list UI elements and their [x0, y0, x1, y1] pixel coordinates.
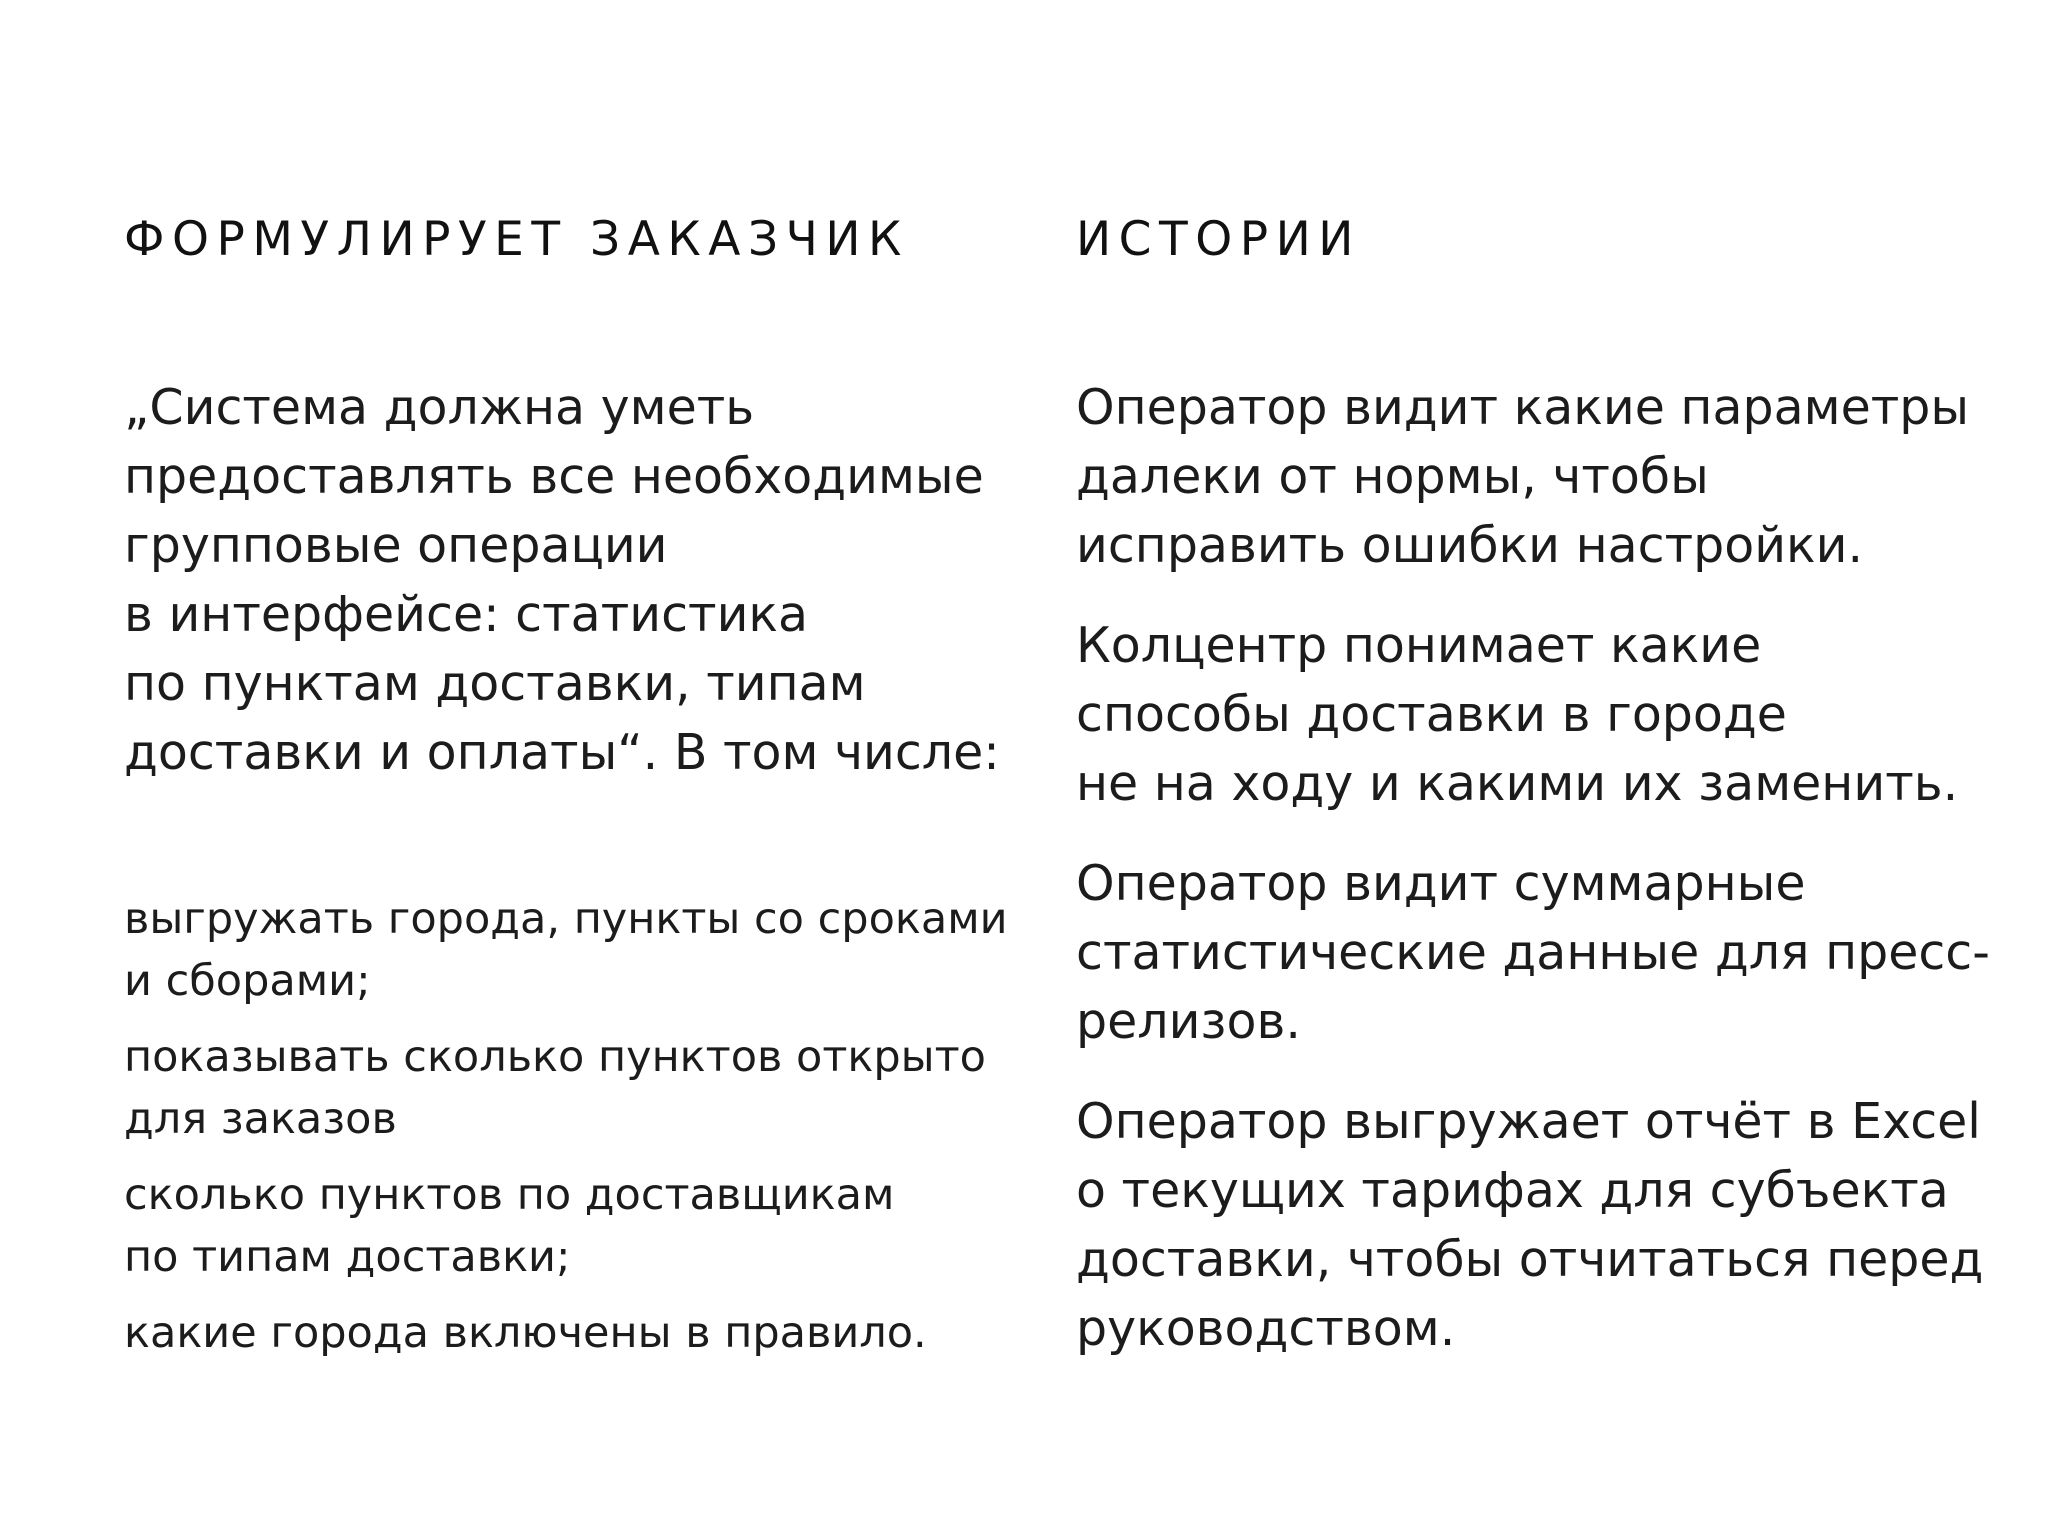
- quote-line: „Система должна уметь: [124, 379, 755, 436]
- stories-list: [1076, 373, 1990, 1394]
- list-item: [124, 1302, 1008, 1364]
- story-line: не на ходу и какими их заменить.: [1076, 755, 1959, 812]
- list-item-line: какие города включены в правило.: [124, 1308, 927, 1358]
- story-line: о текущих тарифах для субъекта: [1076, 1162, 1949, 1219]
- quote-line: групповые операции: [124, 517, 668, 574]
- story-line: далеки от нормы, чтобы: [1076, 448, 1709, 505]
- quote-line: по пунктам доставки, типам: [124, 655, 866, 712]
- quote-line: предоставлять все необходимые: [124, 448, 984, 505]
- stories-heading: ИСТОРИИ: [1076, 212, 1361, 267]
- story-item: [1076, 1087, 1990, 1363]
- story-line: Оператор выгружает отчёт в Excel: [1076, 1093, 1981, 1150]
- story-line: Оператор видит какие параметры: [1076, 379, 1970, 436]
- list-item-line: по типам доставки;: [124, 1232, 571, 1282]
- customer-heading: ФОРМУЛИРУЕТ ЗАКАЗЧИК: [124, 212, 909, 267]
- story-line: статистические данные для пресс-: [1076, 924, 1990, 981]
- story-line: Оператор видит суммарные: [1076, 855, 1806, 912]
- story-line: руководством.: [1076, 1300, 1456, 1357]
- list-item-line: и сборами;: [124, 956, 371, 1006]
- list-item-line: показывать сколько пунктов открыто: [124, 1032, 986, 1082]
- list-item: [124, 888, 1008, 1012]
- list-item-line: для заказов: [124, 1094, 397, 1144]
- list-item-line: выгружать города, пункты со сроками: [124, 894, 1008, 944]
- story-item: [1076, 849, 1990, 1056]
- story-item: [1076, 611, 1990, 818]
- list-item-line: сколько пунктов по доставщикам: [124, 1170, 895, 1220]
- story-item: [1076, 373, 1990, 580]
- requirements-list: [124, 888, 1008, 1378]
- quote-line: в интерфейсе: статистика: [124, 586, 809, 643]
- story-line: исправить ошибки настройки.: [1076, 517, 1864, 574]
- story-line: релизов.: [1076, 993, 1301, 1050]
- quote-line: доставки и оплаты“. В том числе:: [124, 724, 1000, 781]
- list-item: [124, 1026, 1008, 1150]
- customer-quote: [124, 373, 1000, 787]
- story-line: способы доставки в городе: [1076, 686, 1787, 743]
- story-line: Колцентр понимает какие: [1076, 617, 1762, 674]
- list-item: [124, 1164, 1008, 1288]
- story-line: доставки, чтобы отчитаться перед: [1076, 1231, 1984, 1288]
